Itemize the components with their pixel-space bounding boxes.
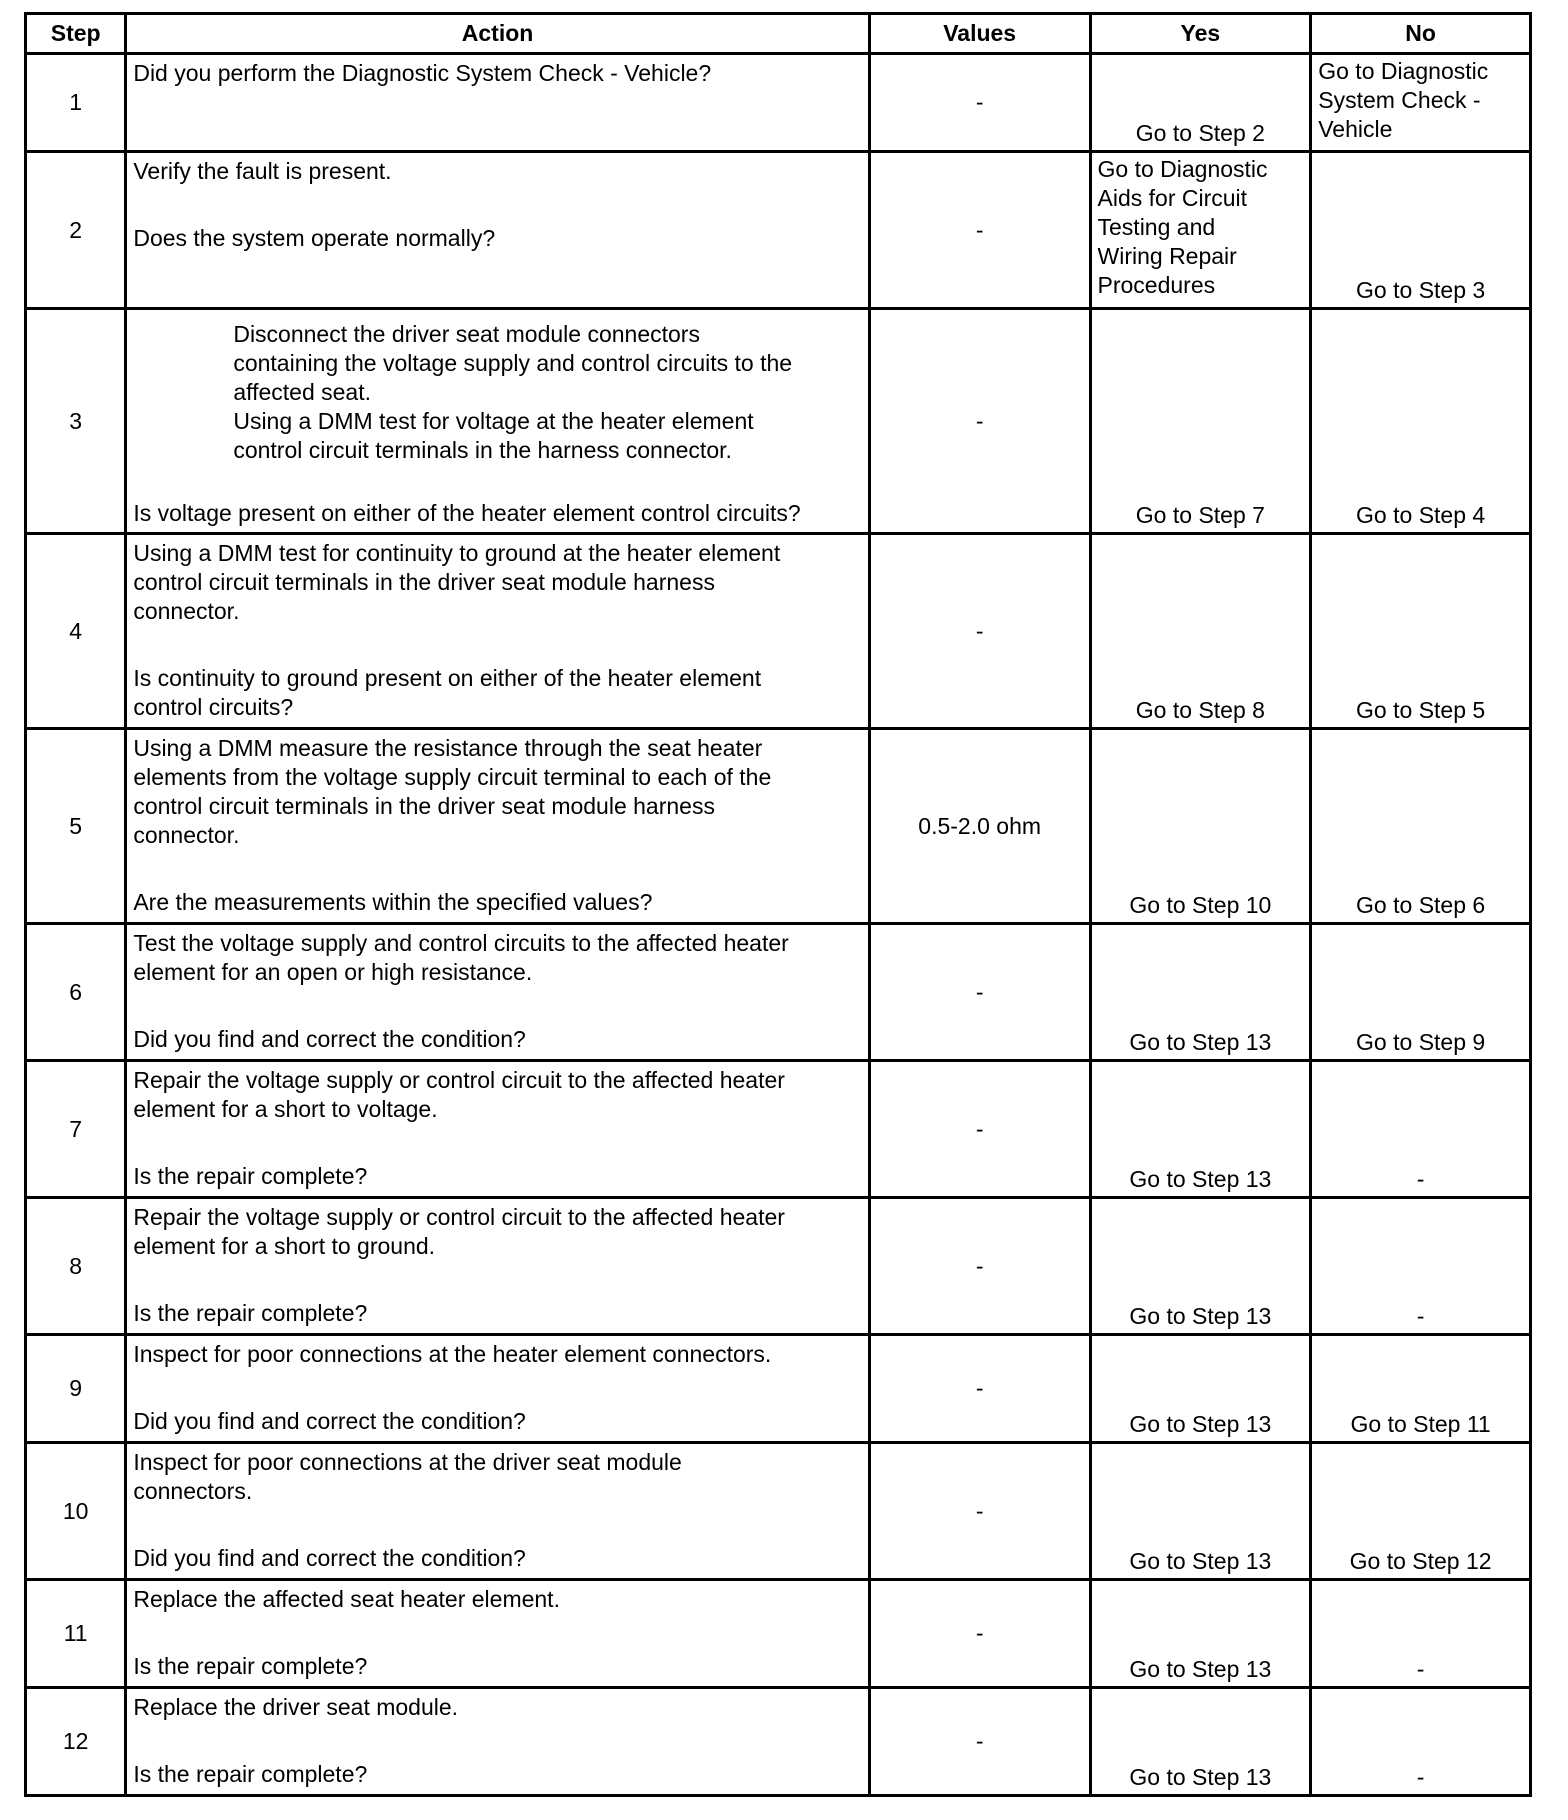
header-action: Action [126, 14, 869, 54]
action-cell [126, 152, 869, 309]
instruction-text: Disconnect the driver seat module connectors containing the voltage supply and control circuits to the affected seat. Using a DMM test for voltage at the heater element control circuit terminals in the harness connector. [233, 321, 793, 463]
step-number: 7 [26, 1061, 126, 1198]
instruction-text: Using a DMM measure the resistance through the seat heater elements from the voltage supply circuit terminal to each of the control circuit terminals in the driver seat module harness connector. [133, 735, 772, 848]
table-row [26, 152, 1531, 309]
header-row [26, 14, 1531, 54]
yes-cell: Go to Step 2 [1090, 54, 1311, 152]
question-text: Is the repair complete? [133, 1163, 368, 1189]
instruction-text: Test the voltage supply and control circuits to the affected heater element for an open or high resistance. [133, 930, 789, 985]
action-cell [126, 729, 869, 924]
step-number: 8 [26, 1198, 126, 1335]
action-cell [126, 1688, 869, 1796]
question-text: Did you find and correct the condition? [133, 1408, 526, 1434]
step-number: 4 [26, 534, 126, 729]
action-cell [126, 924, 869, 1061]
instruction-text: Verify the fault is present. [133, 158, 392, 184]
instruction-text: Replace the driver seat module. [133, 1694, 459, 1720]
instruction-text: Replace the affected seat heater element. [133, 1586, 560, 1612]
step-number: 12 [26, 1688, 126, 1796]
action-cell [126, 1061, 869, 1198]
step-number: 10 [26, 1443, 126, 1580]
question-text: Did you find and correct the condition? [133, 1545, 526, 1571]
yes-cell: Go to Step 13 [1090, 1335, 1311, 1443]
no-cell: - [1311, 1061, 1531, 1198]
no-cell: - [1311, 1580, 1531, 1688]
table-row [26, 1061, 1531, 1198]
step-number: 3 [26, 309, 126, 534]
table-row [26, 924, 1531, 1061]
question-text: Is the repair complete? [133, 1300, 368, 1326]
instruction-text: Repair the voltage supply or control circuit to the affected heater element for a short to voltage. [133, 1067, 785, 1122]
table-row [26, 1335, 1531, 1443]
no-cell: Go to Step 11 [1311, 1335, 1531, 1443]
no-cell: Go to Step 3 [1311, 152, 1531, 309]
values-cell: - [869, 924, 1090, 1061]
question-text: Are the measurements within the specified values? [133, 889, 653, 915]
yes-cell: Go to Diagnostic Aids for Circuit Testing and Wiring Repair Procedures [1090, 152, 1311, 309]
values-cell: - [869, 1580, 1090, 1688]
values-cell: - [869, 534, 1090, 729]
header-no: No [1311, 14, 1531, 54]
action-cell [126, 309, 869, 534]
no-cell: Go to Step 5 [1311, 534, 1531, 729]
yes-cell: Go to Step 8 [1090, 534, 1311, 729]
question-text: Is the repair complete? [133, 1653, 368, 1679]
action-cell [126, 54, 869, 152]
no-cell: Go to Step 12 [1311, 1443, 1531, 1580]
instruction-text: Using a DMM test for continuity to ground at the heater element control circuit terminals in the driver seat module harness connector. [133, 540, 781, 624]
step-number: 11 [26, 1580, 126, 1688]
table-row [26, 1580, 1531, 1688]
step-number: 5 [26, 729, 126, 924]
diagnostic-table [24, 12, 1532, 1797]
yes-cell: Go to Step 13 [1090, 1061, 1311, 1198]
step-number: 9 [26, 1335, 126, 1443]
no-cell: Go to Step 9 [1311, 924, 1531, 1061]
yes-cell: Go to Step 13 [1090, 1443, 1311, 1580]
no-cell: - [1311, 1198, 1531, 1335]
action-cell [126, 1198, 869, 1335]
step-number: 1 [26, 54, 126, 152]
no-cell: Go to Step 4 [1311, 309, 1531, 534]
question-text: Does the system operate normally? [133, 225, 496, 251]
table-row [26, 1198, 1531, 1335]
action-cell [126, 1580, 869, 1688]
action-cell [126, 534, 869, 729]
yes-cell: Go to Step 7 [1090, 309, 1311, 534]
yes-cell: Go to Step 10 [1090, 729, 1311, 924]
yes-cell: Go to Step 13 [1090, 1198, 1311, 1335]
table-row [26, 1443, 1531, 1580]
values-cell: - [869, 54, 1090, 152]
action-cell [126, 1335, 869, 1443]
values-cell: - [869, 1061, 1090, 1198]
step-number: 6 [26, 924, 126, 1061]
table-row [26, 309, 1531, 534]
yes-cell: Go to Step 13 [1090, 1688, 1311, 1796]
question-text: Did you find and correct the condition? [133, 1026, 526, 1052]
values-cell: - [869, 1443, 1090, 1580]
values-cell: - [869, 309, 1090, 534]
question-text: Is the repair complete? [133, 1761, 368, 1787]
values-cell: - [869, 1335, 1090, 1443]
table-row [26, 534, 1531, 729]
no-cell: Go to Step 6 [1311, 729, 1531, 924]
values-cell: 0.5-2.0 ohm [869, 729, 1090, 924]
values-cell: - [869, 1688, 1090, 1796]
yes-cell: Go to Step 13 [1090, 1580, 1311, 1688]
instruction-text: Did you perform the Diagnostic System Check - Vehicle? [133, 60, 712, 86]
no-cell: Go to Diagnostic System Check - Vehicle [1311, 54, 1531, 152]
values-cell: - [869, 1198, 1090, 1335]
instruction-text: Repair the voltage supply or control circuit to the affected heater element for a short to ground. [133, 1204, 785, 1259]
action-cell [126, 1443, 869, 1580]
question-text: Is continuity to ground present on either of the heater element control circuits? [133, 665, 762, 720]
instruction-text: Inspect for poor connections at the driver seat module connectors. [133, 1449, 682, 1504]
yes-cell: Go to Step 13 [1090, 924, 1311, 1061]
table-row [26, 1688, 1531, 1796]
table-row [26, 729, 1531, 924]
table-row [26, 54, 1531, 152]
values-cell: - [869, 152, 1090, 309]
instruction-text: Inspect for poor connections at the heater element connectors. [133, 1341, 772, 1367]
header-step: Step [26, 14, 126, 54]
header-values: Values [869, 14, 1090, 54]
question-text: Is voltage present on either of the heater element control circuits? [133, 500, 801, 526]
step-number: 2 [26, 152, 126, 309]
header-yes: Yes [1090, 14, 1311, 54]
no-cell: - [1311, 1688, 1531, 1796]
